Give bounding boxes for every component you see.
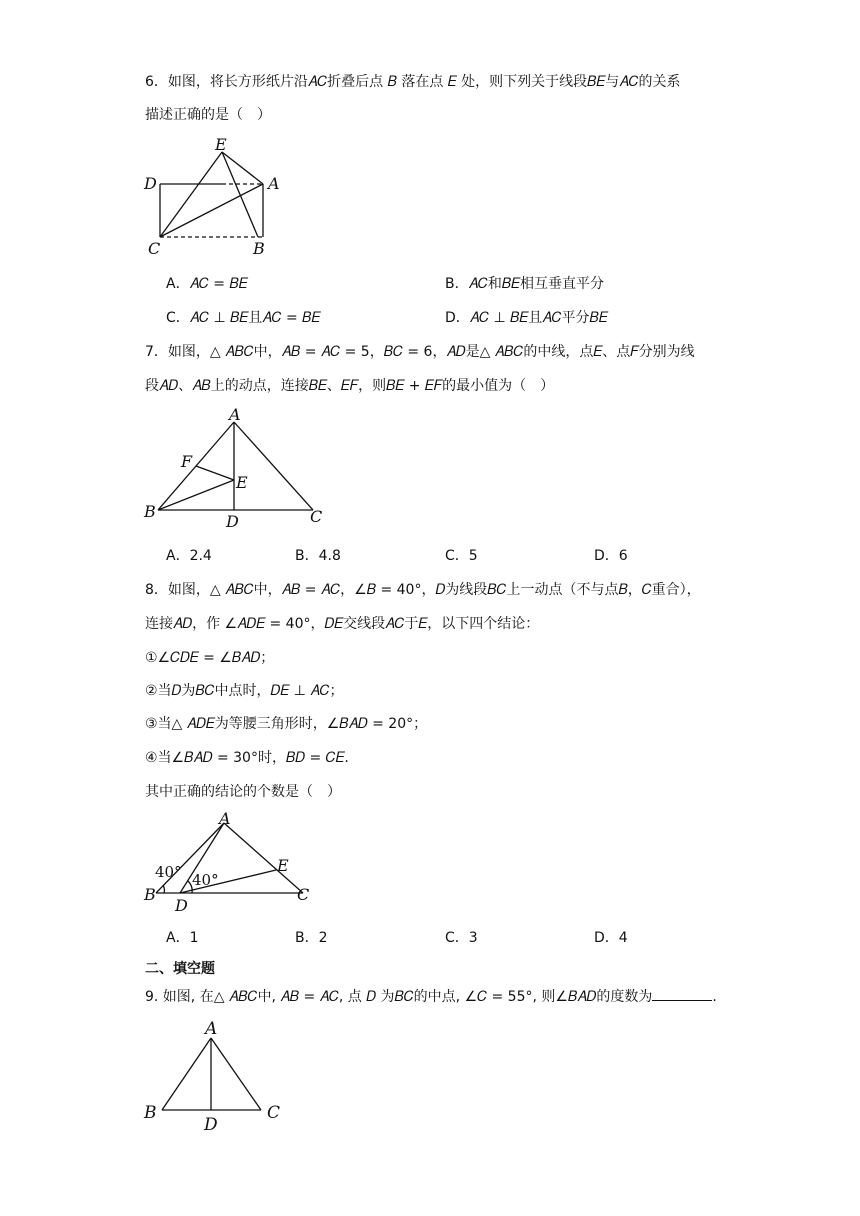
q8-conclusion-2: ②当𝐷为𝐵𝐶中点时，𝐷𝐸 ⊥ 𝐴𝐶； (145, 683, 344, 699)
q9-label-b: B (144, 1103, 157, 1123)
q8-label-d: D (175, 896, 188, 915)
q8-stem-line1: 8．如图，△ 𝐴𝐵𝐶中，𝐴𝐵 = 𝐴𝐶，∠𝐵 = 40°，𝐷为线段𝐵𝐶上一动点（不与点𝐵，𝐶重合）， (145, 582, 701, 598)
q7-option-c[interactable]: C．5 (445, 548, 478, 564)
q8-label-a: A (219, 809, 231, 828)
q8-conclusion-3: ③当△ 𝐴𝐷𝐸为等腰三角形时，∠𝐵𝐴𝐷 = 20°； (145, 716, 428, 732)
q6-label-b: B (253, 239, 265, 258)
q8-angle-b-label: 40° (155, 863, 182, 881)
q8-option-b[interactable]: B．2 (295, 930, 328, 946)
q8-question: 其中正确的结论的个数是（ ） (145, 784, 341, 800)
q9-stem-tail: . (712, 989, 717, 1005)
q8-option-c[interactable]: C．3 (445, 930, 478, 946)
q6-label-d: D (144, 174, 157, 193)
q7-label-d: D (226, 512, 239, 531)
q8-option-d[interactable]: D．4 (594, 930, 628, 946)
q9-answer-blank[interactable] (652, 986, 712, 1001)
q6-option-c[interactable]: C．𝐴𝐶 ⊥ 𝐵𝐸且𝐴𝐶 = 𝐵𝐸 (166, 310, 321, 326)
q7-label-b: B (144, 502, 156, 521)
q7-stem-line2: 段𝐴𝐷、𝐴𝐵上的动点，连接𝐵𝐸、𝐸𝐹，则𝐵𝐸 + 𝐸𝐹的最小值为（ ） (145, 378, 555, 394)
q8-angle-d-label: 40° (192, 871, 219, 889)
q8-conclusion-1: ①∠𝐶𝐷𝐸 = ∠𝐵𝐴𝐷； (145, 650, 275, 666)
q7-label-a: A (229, 405, 241, 424)
q7-option-b[interactable]: B．4.8 (295, 548, 341, 564)
q9-stem-text: 9. 如图, 在△ 𝐴𝐵𝐶中, 𝐴𝐵 = 𝐴𝐶, 点 𝐷 为𝐵𝐶的中点, ∠𝐶 = 55°, 则∠𝐵𝐴𝐷的度数为 (145, 989, 653, 1005)
q6-label-c: C (148, 239, 161, 258)
q9-stem (145, 986, 717, 1007)
q7-option-d[interactable]: D．6 (594, 548, 628, 564)
q7-label-e: E (236, 473, 248, 492)
q7-figure (138, 400, 338, 535)
q7-label-f: F (181, 452, 193, 471)
q9-label-c: C (267, 1103, 281, 1123)
q6-option-a[interactable]: A．𝐴𝐶 = 𝐵𝐸 (166, 276, 248, 292)
q6-option-b[interactable]: B．𝐴𝐶和𝐵𝐸相互垂直平分 (445, 276, 605, 292)
q7-label-c: C (310, 507, 323, 526)
q6-stem-line1: 6．如图，将长方形纸片沿𝐴𝐶折叠后点 𝐵 落在点 𝐸 处，则下列关于线段𝐵𝐸与𝐴𝐶的关系 (145, 74, 681, 90)
q9-label-d: D (204, 1115, 218, 1135)
q7-option-a[interactable]: A．2.4 (166, 548, 212, 564)
q8-conclusion-4: ④当∠𝐵𝐴𝐷 = 30°时，𝐵𝐷 = 𝐶𝐸. (145, 750, 349, 766)
q6-option-d[interactable]: D．𝐴𝐶 ⊥ 𝐵𝐸且𝐴𝐶平分𝐵𝐸 (445, 310, 608, 326)
q9-figure (138, 1010, 298, 1135)
q9-label-a: A (205, 1019, 218, 1039)
q6-label-a: A (268, 174, 280, 193)
q8-label-e: E (277, 856, 289, 875)
q7-stem-line1: 7．如图，△ 𝐴𝐵𝐶中，𝐴𝐵 = 𝐴𝐶 = 5，𝐵𝐶 = 6，𝐴𝐷是△ 𝐴𝐵𝐶的中线，点𝐸、点𝐹分别为线 (145, 344, 695, 360)
q8-stem-line2: 连接𝐴𝐷，作 ∠𝐴𝐷𝐸 = 40°，𝐷𝐸交线段𝐴𝐶于𝐸，以下四个结论： (145, 616, 540, 632)
q6-label-e: E (215, 135, 227, 154)
q6-stem-line2: 描述正确的是（ ） (145, 107, 271, 123)
q8-label-c: C (297, 885, 310, 904)
section-heading: 二、填空题 (145, 961, 215, 977)
q8-label-b: B (144, 885, 156, 904)
q8-option-a[interactable]: A．1 (166, 930, 199, 946)
q8-figure (138, 805, 338, 915)
q6-figure (138, 132, 288, 260)
